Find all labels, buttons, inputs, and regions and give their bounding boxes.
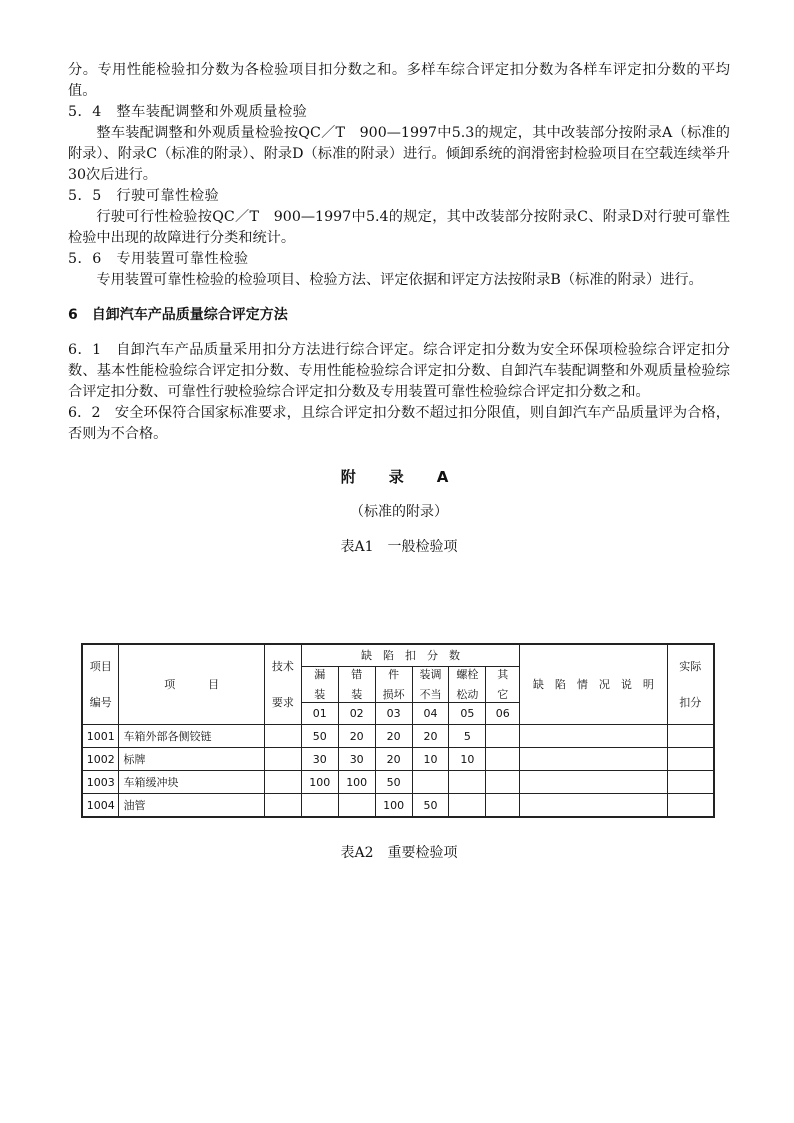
cell-item-name: 油管 [119,794,264,818]
header-item-no [82,644,119,725]
section-6-heading: 6 自卸汽车产品质量综合评定方法 [68,307,288,323]
cell-item-no: 1002 [82,748,119,771]
header-tech-req-line1: 技术 [271,659,294,673]
cell-defect-desc [520,771,667,794]
cell-tech-req [264,794,301,818]
cell-tech-req [264,771,301,794]
subheader-damaged [375,667,412,703]
cell-score-02: 30 [338,748,375,771]
header-tech-req-line2: 要求 [271,695,294,709]
subheader-bolt-bottom: 松动 [456,687,479,701]
cell-score-03: 20 [375,748,412,771]
cell-item-name: 标牌 [119,748,264,771]
subheader-bolt [449,667,486,703]
cell-defect-desc [520,748,667,771]
paragraph-5-5: 行驶可行性检验按QC／T 900—1997中5.4的规定，其中改装部分按附录C、附录D对行驶可靠性检验中出现的故障进行分类和统计。 [68,209,730,246]
cell-tech-req [264,725,301,748]
header-actual-line1: 实际 [679,659,702,673]
cell-score-05: 5 [449,725,486,748]
header-tech-req [264,644,301,725]
header-actual-score [667,644,714,725]
table-row [82,748,714,771]
cell-item-no: 1003 [82,771,119,794]
subheader-damaged-bottom: 损坏 [382,687,405,701]
cell-item-name: 车箱外部各侧铰链 [119,725,264,748]
subheader-missing-bottom: 装 [314,687,326,701]
subheader-code-03: 03 [375,703,412,725]
cell-score-02: 100 [338,771,375,794]
cell-score-06 [486,771,520,794]
subheader-code-04: 04 [412,703,449,725]
paragraph-6-2: 6．2 安全环保符合国家标准要求，且综合评定扣分数不超过扣分限值，则自卸汽车产品质量评为合格，否则为不合格。 [68,405,730,442]
table-row [82,794,714,818]
cell-score-01: 100 [301,771,338,794]
cell-item-no: 1001 [82,725,119,748]
paragraph-6-1: 6．1 自卸汽车产品质量采用扣分方法进行综合评定。综合评定扣分数为安全环保项检验综合评定扣分数、基本性能检验综合评定扣分数、专用性能检验综合评定扣分数、自卸汽车装配调整和外观质量检验综合评定扣分数、可靠性行驶检验综合评定扣分数及专用装置可靠性检验综合评定扣分数之和。 [68,342,730,400]
table-row [82,725,714,748]
cell-defect-desc [520,794,667,818]
cell-score-02 [338,794,375,818]
subheader-missing [301,667,338,703]
appendix-subtitle: （标准的附录） [350,504,448,520]
header-item-no-line1: 项目 [89,659,112,673]
subheader-code-06: 06 [486,703,520,725]
subheader-adjust-bottom: 不当 [419,687,442,701]
subheader-adjust [412,667,449,703]
cell-score-04 [412,771,449,794]
paragraph-5-4: 整车装配调整和外观质量检验按QC／T 900—1997中5.3的规定，其中改装部分按附录A（标准的附录）、附录C（标准的附录）、附录D（标准的附录）进行。倾卸系统的润滑密封检验项目在空载连续举升30次后进行。 [68,125,730,183]
cell-score-01: 50 [301,725,338,748]
cell-score-05 [449,771,486,794]
header-item: 项 目 [119,644,264,725]
cell-tech-req [264,748,301,771]
header-item-no-line2: 编号 [89,695,112,709]
subheader-bolt-top: 螺栓 [456,667,479,681]
subheader-code-05: 05 [449,703,486,725]
cell-actual-score [667,748,714,771]
heading-5-6: 5．6 专用装置可靠性检验 [68,251,249,267]
table-row [82,771,714,794]
cell-score-03: 20 [375,725,412,748]
header-actual-line2: 扣分 [679,695,702,709]
subheader-other [486,667,520,703]
cell-score-05 [449,794,486,818]
cell-score-04: 50 [412,794,449,818]
cell-score-04: 20 [412,725,449,748]
subheader-wrong [338,667,375,703]
paragraph-5-6: 专用装置可靠性检验的检验项目、检验方法、评定依据和评定方法按附录B（标准的附录）进行。 [96,272,703,288]
subheader-other-bottom: 它 [497,687,509,701]
cell-score-06 [486,748,520,771]
cell-score-06 [486,725,520,748]
header-defect-score: 缺 陷 扣 分 数 [301,644,519,667]
subheader-code-02: 02 [338,703,375,725]
cell-score-03: 50 [375,771,412,794]
cell-score-01: 30 [301,748,338,771]
cell-score-03: 100 [375,794,412,818]
subheader-code-01: 01 [301,703,338,725]
cell-actual-score [667,771,714,794]
heading-5-4: 5．4 整车装配调整和外观质量检验 [68,104,308,120]
heading-5-5: 5．5 行驶可靠性检验 [68,188,220,204]
table-a2-caption: 表A2 重要检验项 [340,845,458,861]
header-defect-desc: 缺 陷 情 况 说 明 [520,644,667,725]
subheader-wrong-top: 错 [351,667,363,681]
cell-score-06 [486,794,520,818]
paragraph-continuation: 分。专用性能检验扣分数为各检验项目扣分数之和。多样车综合评定扣分数为各样车评定扣分数的平均值。 [68,62,730,99]
cell-actual-score [667,725,714,748]
subheader-missing-top: 漏 [314,667,326,681]
subheader-other-top: 其 [497,667,509,681]
cell-item-no: 1004 [82,794,119,818]
cell-score-02: 20 [338,725,375,748]
cell-score-04: 10 [412,748,449,771]
cell-item-name: 车箱缓冲块 [119,771,264,794]
subheader-adjust-top: 装调 [419,667,442,681]
table-a1-caption: 表A1 一般检验项 [340,539,458,555]
subheader-damaged-top: 件 [388,667,400,681]
table-a1 [81,643,715,818]
cell-score-01 [301,794,338,818]
cell-score-05: 10 [449,748,486,771]
subheader-wrong-bottom: 装 [351,687,363,701]
cell-actual-score [667,794,714,818]
document-page [68,60,730,861]
appendix-title: 附 录 A [340,468,458,486]
cell-defect-desc [520,725,667,748]
